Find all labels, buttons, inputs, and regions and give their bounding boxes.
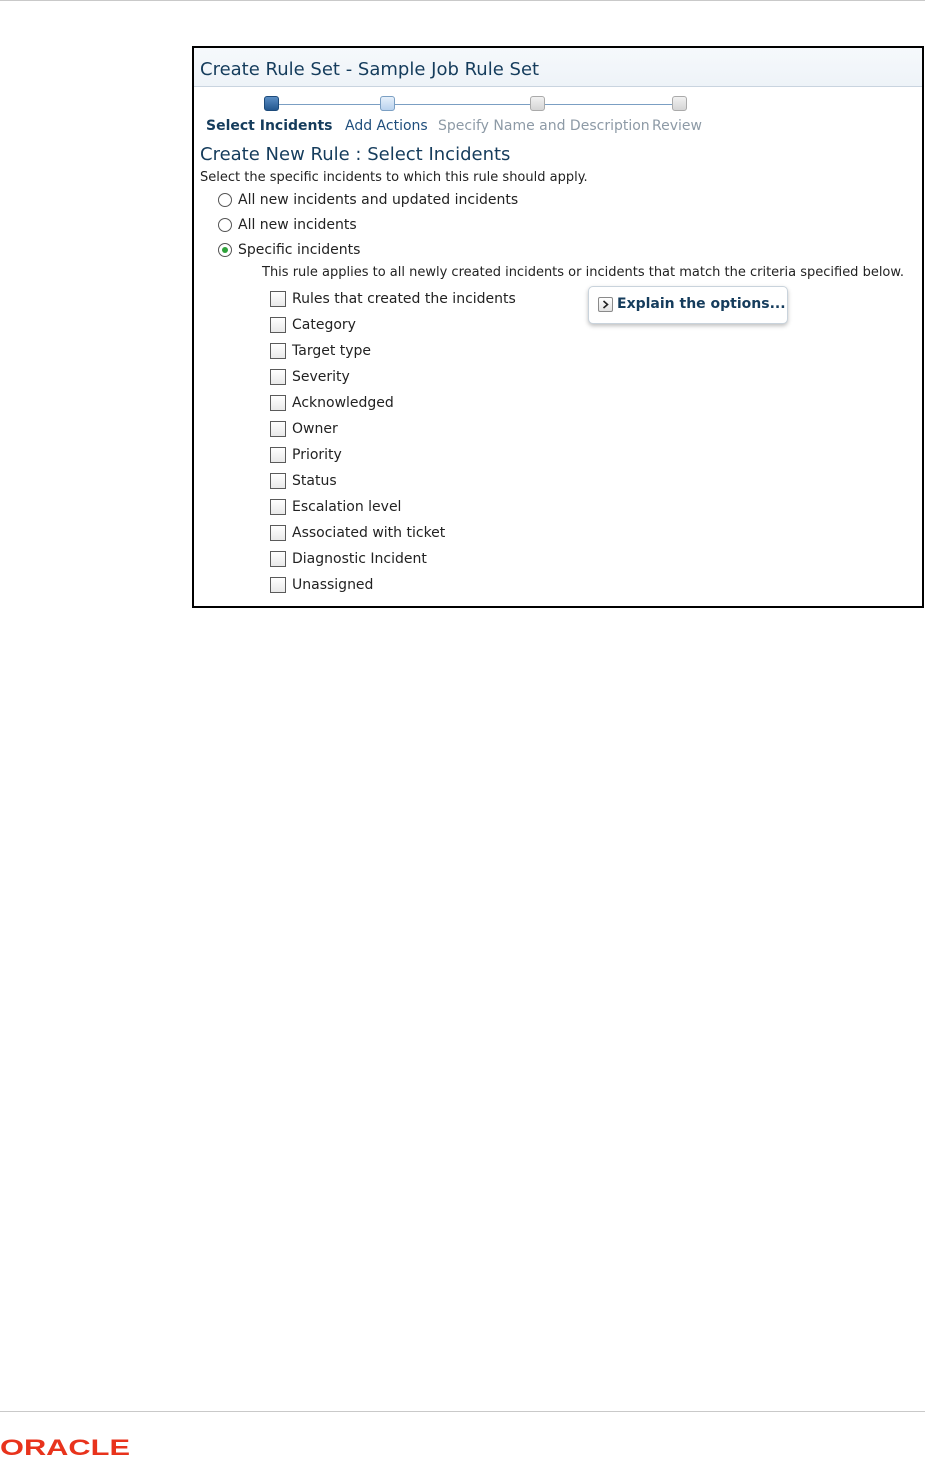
train-connector (272, 104, 380, 105)
section-title: Create New Rule : Select Incidents (200, 144, 511, 165)
train-label-specify-name: Specify Name and Description (438, 118, 650, 134)
radio-selected-dot (222, 247, 228, 253)
radio-button-selected[interactable] (218, 243, 232, 257)
checkbox[interactable] (270, 577, 286, 593)
bottom-divider (0, 1411, 925, 1412)
train-stop-specify-name (530, 96, 545, 111)
checkbox-label: Rules that created the incidents (292, 291, 516, 307)
oracle-logo (0, 1438, 132, 1458)
top-divider (0, 0, 925, 1)
radio-button[interactable] (218, 218, 232, 232)
train-label-add-actions[interactable]: Add Actions (345, 118, 428, 134)
train-stop-select-incidents[interactable] (264, 96, 279, 111)
explain-options-label: Explain the options... (617, 296, 786, 312)
checkbox[interactable] (270, 551, 286, 567)
checkbox-label: Priority (292, 447, 342, 463)
chevron-right-icon (598, 297, 613, 312)
checkbox[interactable] (270, 343, 286, 359)
checkbox[interactable] (270, 421, 286, 437)
train-label-review: Review (652, 118, 702, 134)
page-title: Create Rule Set - Sample Job Rule Set (200, 59, 540, 80)
checkbox[interactable] (270, 317, 286, 333)
radio-label: Specific incidents (238, 242, 361, 258)
checkbox[interactable] (270, 473, 286, 489)
train-label-select-incidents[interactable]: Select Incidents (206, 118, 333, 134)
instruction-text: Select the specific incidents to which this rule should apply. (200, 170, 588, 185)
checkbox[interactable] (270, 369, 286, 385)
checkbox-label: Diagnostic Incident (292, 551, 427, 567)
checkbox-label: Owner (292, 421, 338, 437)
train-connector (394, 104, 530, 105)
radio-label: All new incidents and updated incidents (238, 192, 519, 208)
train-stop-add-actions[interactable] (380, 96, 395, 111)
radio-label: All new incidents (238, 217, 357, 233)
checkbox-label: Status (292, 473, 337, 489)
train-stop-review (672, 96, 687, 111)
checkbox-label: Target type (292, 343, 372, 359)
checkbox[interactable] (270, 447, 286, 463)
checkbox[interactable] (270, 499, 286, 515)
checkbox-label: Unassigned (292, 577, 374, 593)
explain-options-button[interactable] (588, 286, 788, 324)
radio-button[interactable] (218, 193, 232, 207)
checkbox[interactable] (270, 525, 286, 541)
train-connector (544, 104, 672, 105)
create-rule-set-window (192, 46, 924, 608)
checkbox-label: Severity (292, 369, 350, 385)
checkbox-label: Category (292, 317, 356, 333)
checkbox-label: Escalation level (292, 499, 402, 515)
checkbox-label: Associated with ticket (292, 525, 446, 541)
checkbox[interactable] (270, 395, 286, 411)
criteria-note: This rule applies to all newly created incidents or incidents that match the criteria specified below. (262, 265, 904, 280)
oracle-logo-text: ORACLE (0, 1438, 130, 1458)
title-bar (194, 48, 922, 87)
checkbox-label: Acknowledged (292, 395, 394, 411)
checkbox[interactable] (270, 291, 286, 307)
